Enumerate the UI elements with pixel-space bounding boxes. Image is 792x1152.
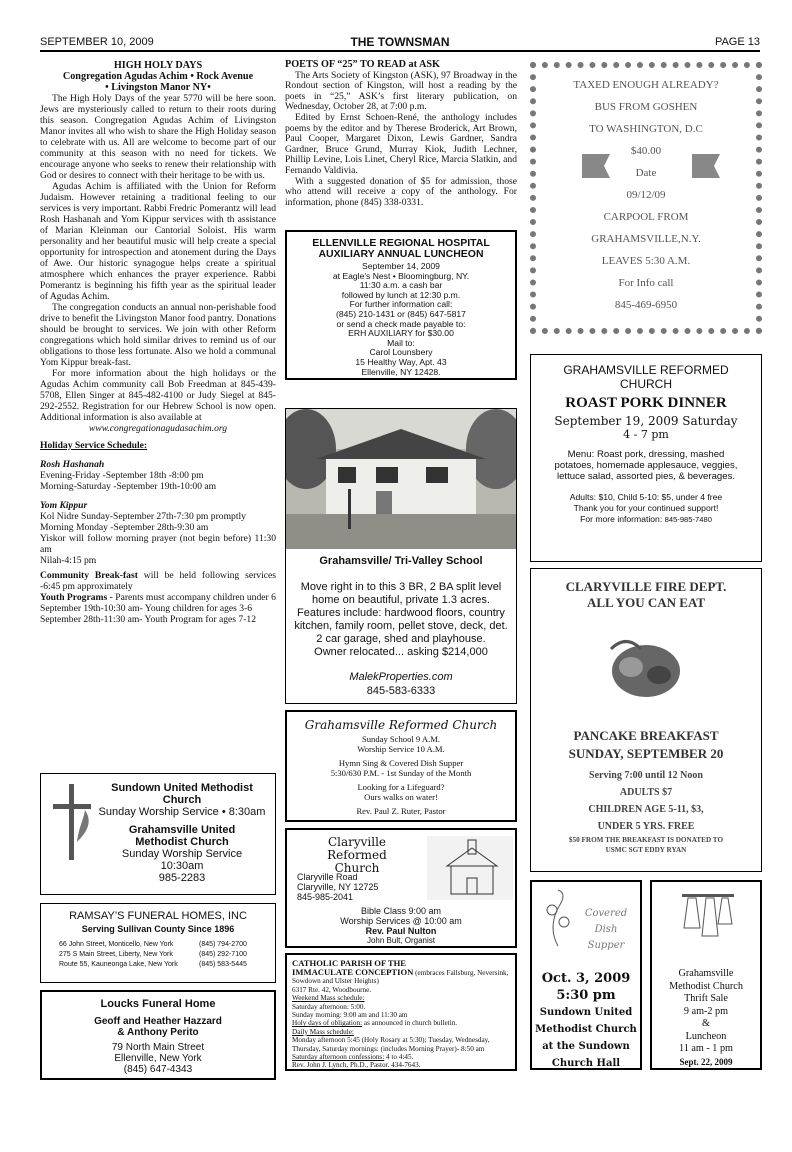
phone: 845-469-6950 (614, 299, 678, 311)
schedule-line: Kol Nidre Sunday-September 27th-7:30 pm promptly (40, 511, 246, 522)
thanks: Thank you for your continued support! (573, 503, 719, 513)
youth-text: Parents must accompany children under 6 (115, 592, 276, 603)
website[interactable]: MalekProperties.com (349, 671, 453, 683)
fire-dept-breakfast-ad (530, 568, 762, 872)
schedule-line: September 28th-11:30 am- Youth Program for ages 7-12 (40, 614, 257, 625)
confession-heading: Saturday afternoon confessions: (292, 1053, 385, 1062)
loucks-funeral-ad (40, 990, 276, 1080)
phone: (845) 210-1431 or (845) 647-5817 (336, 308, 466, 319)
phone: 845-583-6333 (366, 685, 436, 697)
covered-dish-ad (530, 880, 642, 1070)
schedule-heading: Holiday Service Schedule: (40, 440, 148, 451)
donation-note: $50 FROM THE BREAKFAST IS DONATED TO (568, 836, 724, 844)
event-line: ERH AUXILIARY for $30.00 (348, 328, 454, 339)
event-time: Serving 7:00 until 12 Noon (589, 770, 703, 781)
confession-text: 4 to 4:45. (384, 1053, 414, 1062)
event-time: 4 - 7 pm (623, 428, 669, 441)
event-date: 09/12/09 (626, 189, 666, 201)
address: 275 S Main Street, Liberty, New York (59, 951, 173, 958)
methodist-church-ad (40, 773, 276, 895)
ad-line: TAXED ENOUGH ALREADY? (573, 79, 719, 91)
schedule-line: September 19th-10:30 am- Young children for ages 3-6 (40, 603, 253, 614)
header-date: SEPTEMBER 10, 2009 (40, 36, 154, 48)
church-name: Grahamsville (678, 968, 734, 979)
description: kitchen, family room, pellet stove, deck, det. (294, 620, 508, 632)
paragraph: The High Holy Days of the year 5770 will be here soon. Jews are mysteriously called to return to their roots during this season. Congregation Agudas Achim of Livingston Manor invites all who wish to share the High Holiday season to celebrate with us. All are welcome to become part of our community at this season with no need for tickets. We encourage anyone who seeks to renew their relationship with God or desires to connect with their heritage to be with us. (40, 93, 276, 181)
parish-name: CATHOLIC PARISH OF THE (292, 958, 407, 968)
price-line: CHILDREN AGE 5-11, $3, (588, 804, 704, 815)
event-line: Mail to: (387, 337, 415, 348)
city: Claryville, NY 12725 (297, 882, 379, 892)
phone: (845) 794-2700 (199, 941, 247, 948)
schedule-line: Evening-Friday -September 18th -8:00 pm (40, 470, 204, 481)
menu-line: Menu: Roast pork, dressing, mashed (567, 449, 725, 460)
youth-label: Youth Programs - (40, 592, 116, 603)
schedule-line: 5:30/630 P.M. - 1st Sunday of the Month (330, 768, 472, 778)
schedule-line: Worship Service 10 A.M. (357, 744, 445, 754)
price-line: ADULTS $7 (619, 787, 673, 798)
location-line: Sundown United (539, 1007, 633, 1018)
article-subtitle-2: • Livingston Manor NY• (105, 82, 211, 93)
menu-line: lettuce salad, assorted pies, & beverages. (556, 471, 736, 482)
church-name: Grahamsville United (128, 824, 236, 836)
location-line: Methodist Church (535, 1024, 637, 1035)
address: 15 Healthy Way, Apt. 43 (355, 356, 447, 367)
breakfast-text: will be held following services -6:45 pm approximately (40, 570, 276, 592)
event-date: September 19, 2009 Saturday (554, 414, 738, 428)
church-sketch (427, 836, 513, 900)
conjunction: & (702, 1018, 710, 1029)
clothing-rack-illustration (678, 888, 738, 964)
menu-line: potatoes, homemade applesauce, veggies, (554, 460, 738, 471)
header-title: THE TOWNSMAN (350, 35, 450, 49)
ad-line: TO WASHINGTON, D.C (589, 123, 703, 135)
info-label: For more information: (580, 514, 663, 524)
address: Route 55, Kauneonga Lake, New York (59, 961, 178, 968)
ad-title-3: Supper (587, 940, 625, 951)
holy-days-heading: Holy days of obligation: (292, 1019, 363, 1028)
event-line: 11:30 a.m. a cash bar (359, 280, 443, 291)
paragraph: Edited by Ernst Schoen-René, the anthology includes poems by the editor and by Therese Broderick, Art Brown, Paul Cooper, Margaret Dixon, Lewis Gardner, Sandra Gardner, Bruce Grund, Murray Kiok, Judith Lechner, Phillip Levine, Lois Linet, Cheryl Rice, Marcia Slatkin, and Fernando Valdivia. (285, 111, 517, 176)
description: 2 car garage, shed and playhouse. (316, 633, 486, 645)
ad-line: BUS FROM GOSHEN (594, 101, 698, 113)
event-date: September 14, 2009 (362, 261, 440, 271)
poets-article (285, 60, 517, 208)
article-subtitle: Congregation Agudas Achim • Rock Avenue (62, 71, 254, 82)
claryville-reformed-ad (285, 828, 517, 948)
ad-title: Grahamsville/ Tri-Valley School (319, 555, 483, 567)
page-header (40, 36, 760, 52)
church-name-2: Church (334, 861, 380, 875)
organization: CLARYVILLE FIRE DEPT. (565, 579, 727, 594)
event-title: ROAST PORK DINNER (565, 395, 727, 411)
header-page: PAGE 13 (714, 36, 760, 48)
price-line: Adults: $10, Child 5-10: $5, under 4 free (569, 492, 723, 502)
event-time-2: 11 am - 1 pm (679, 1043, 733, 1054)
paragraph: The congregation conducts an annual non-perishable food drive to benefit the Livingston Manor food pantry. Donations should be brought to services. We join with other Reform congregations which hold similar drives to remind us of our obligations to those less fortunate. Also we hold a communal Yom Kippur break-fast. (40, 302, 276, 368)
ad-line: For Info call (618, 277, 674, 289)
schedule-line: Morning-Saturday -September 19th-10:00 am (40, 481, 217, 492)
description: Features include: hardwood floors, country (297, 607, 505, 619)
description: Owner relocated... asking $214,000 (314, 646, 488, 658)
phone: (845) 292-7100 (199, 951, 247, 958)
ad-line: CARPOOL FROM (603, 211, 689, 223)
roast-pork-ad (530, 354, 762, 562)
owners-2: & Anthony Perito (117, 1027, 199, 1038)
rosh-heading: Rosh Hashanah (40, 459, 105, 470)
event-location: at Eagle's Nest • Bloomingburg, NY. (332, 270, 470, 281)
tagline: Serving Sullivan County Since 1896 (81, 924, 235, 934)
holy-days-text: as announced in church bulletin. (362, 1019, 458, 1028)
address: 6317 Rte. 42, Woodbourne. (292, 985, 372, 994)
event-title-2: Luncheon (685, 1030, 727, 1042)
ad-title-2: Dish (594, 924, 618, 935)
address: Claryville Road (297, 872, 358, 882)
parish-area: (embraces Fallsburg, Neversink, Sowdown and Ulster Heights) (292, 969, 509, 986)
location-line: Church Hall (551, 1058, 621, 1069)
church-name: Claryville Reformed (327, 835, 387, 862)
real-estate-ad (285, 408, 517, 704)
flag-icon (688, 148, 724, 184)
event-title: PANCAKE BREAKFAST (573, 728, 719, 743)
schedule-line: Bible Class 9:00 am (360, 906, 442, 916)
service-time: Sunday Worship Service • 8:30am (98, 806, 266, 818)
schedule-line: Worship Services @ 10:00 am (340, 916, 462, 926)
ad-line: Date (635, 167, 657, 179)
slogan: Looking for a Lifeguard? (357, 782, 445, 792)
pastor: Rev. John J. Lynch, Ph.D., Pastor. 434-7643. (292, 1061, 421, 1070)
mass-time: Sunday morning: 9:00 am and 11:30 am (292, 1011, 408, 1020)
flag-icon (578, 148, 614, 184)
event-line: followed by lunch at 12:30 p.m. (341, 289, 461, 300)
schedule-line: Hymn Sing & Covered Dish Supper (338, 758, 464, 768)
business-name: Loucks Funeral Home (100, 998, 216, 1010)
ramsay-funeral-ad (40, 903, 276, 983)
article-title: POETS OF “25” TO READ at ASK (285, 59, 440, 70)
paragraph: For more information about the high holidays or the Agudas Achim community call Bob Freedman at 845-439-5708, Ellen Singer at 845-482-4100 or Judy Siegel at 845-292-2552. Registration for our Hebrew School is now open. Additional information is also available at (40, 368, 276, 423)
schedule-line: Sunday School 9 A.M. (361, 734, 441, 744)
owners: Geoff and Heather Hazzard (94, 1016, 222, 1027)
schedule-line: Morning Monday -September 28th-9:30 am (40, 522, 209, 533)
daily-text: Monday afternoon 5:45 (Holy Rosary at 5:30); Tuesday, Wednesday, Thursday, Saturday mornings: (includes Morning Prayer)- 8:50 am (292, 1036, 490, 1053)
church-name-2: CHURCH (620, 377, 672, 391)
pastor: Rev. Paul Z. Ruter, Pastor (356, 806, 446, 816)
phone: (845) 583-5445 (199, 961, 247, 968)
church-name-2: Methodist Church (135, 836, 229, 848)
phone: 845-985-7480 (664, 515, 712, 524)
slogan: Ours walks on water! (364, 792, 438, 802)
ad-title: Covered (584, 908, 628, 919)
location-line: at the Sundown (542, 1041, 630, 1052)
phone: 845-985-2041 (297, 892, 354, 902)
house-photo (286, 409, 516, 549)
church-name: GRAHAMSVILLE REFORMED (563, 363, 729, 377)
article-title: HIGH HOLY DAYS (113, 60, 203, 71)
event-date: Sept. 22, 2009 (679, 1056, 733, 1067)
church-name-2: Church (162, 794, 202, 806)
thrift-sale-ad (650, 880, 762, 1070)
high-holy-days-article (40, 60, 276, 625)
breakfast-label: Community Break-fast (40, 570, 138, 581)
event-time: 9 am-2 pm (683, 1005, 729, 1017)
address: 79 North Main Street (111, 1042, 205, 1053)
city: Ellenville, NY 12428. (361, 366, 441, 377)
church-name-2: Methodist Church (669, 980, 743, 992)
event-date: SUNDAY, SEPTEMBER 20 (568, 746, 724, 761)
event-title: Thrift Sale (684, 993, 728, 1004)
event-line: or send a check made payable to: (336, 318, 466, 329)
description: home on beautiful, private 1.3 acres. (312, 594, 490, 606)
phone: (845) 647-4343 (123, 1064, 193, 1075)
mass-time: Saturday afternoon: 5:00. (292, 1002, 366, 1011)
phone: 985-2283 (158, 872, 206, 884)
hospital-luncheon-ad (285, 230, 517, 380)
grahamsville-reformed-ad (285, 710, 517, 822)
organist: John Bult, Organist (366, 936, 436, 945)
event-time: 5:30 pm (556, 988, 616, 1003)
ad-title: ELLENVILLE REGIONAL HOSPITAL (312, 237, 490, 249)
business-name: RAMSAY’S FUNERAL HOMES, INC (69, 910, 247, 922)
schedule-line: Nilah-4:15 pm (40, 555, 97, 566)
yom-heading: Yom Kippur (40, 500, 88, 511)
ad-title-2: AUXILIARY ANNUAL LUNCHEON (318, 248, 484, 260)
cross-flame-icon (47, 782, 97, 862)
event-date: Oct. 3, 2009 (541, 971, 631, 986)
daily-heading: Daily Mass schedule: (292, 1027, 354, 1036)
taxed-bus-ad (530, 62, 762, 334)
contact-name: Carol Lounsbery (369, 347, 433, 358)
church-name: Grahamsville Reformed Church (304, 718, 498, 732)
price-line: UNDER 5 YRS. FREE (597, 821, 695, 832)
schedule-line: Yiskor will follow morning prayer (not begin before) 11:30 am (40, 533, 276, 555)
paragraph: With a suggested donation of $5 for admission, those who attend will receive a copy of the anthology. For information, phone (845) 338-0331. (285, 175, 517, 208)
weekend-heading: Weekend Mass schedule: (292, 994, 365, 1003)
service-time: 10:30am (160, 860, 204, 872)
price: $40.00 (630, 145, 662, 157)
donation-note-2: USMC SGT EDDY RYAN (605, 846, 687, 854)
website-link[interactable]: www.congregationagudasachim.org (88, 423, 228, 434)
event-tagline: ALL YOU CAN EAT (586, 595, 706, 610)
harvest-illustration (601, 629, 691, 709)
description: Move right in to this 3 BR, 2 BA split level (300, 581, 502, 593)
service-label: Sunday Worship Service (121, 848, 243, 860)
city: Ellenville, New York (114, 1053, 202, 1064)
address: 66 John Street, Monticello, New York (59, 941, 174, 948)
event-line: For further information call: (349, 299, 453, 310)
catholic-parish-ad (285, 953, 517, 1071)
ad-line: GRAHAMSVILLE,N.Y. (591, 233, 701, 245)
ad-line: LEAVES 5:30 A.M. (601, 255, 691, 267)
parish-name-2: IMMACULATE CONCEPTION (292, 967, 414, 977)
church-name: Sundown United Methodist (111, 782, 253, 794)
paragraph: The Arts Society of Kingston (ASK), 97 Broadway in the Rondout section of Kingston, will host a reading by the poets in “25,” ASK’s first literary publication, on Wednesday, October 28, at 7:00 p.m. (285, 69, 517, 113)
paragraph: Agudas Achim is affiliated with the Union for Reform Judaism. However retaining a traditional feeling to our services is very important. Rabbi Fredric Pomerantz will lead Rosh Hashanah and Yom Kippur services with th assistance of Marian Kleinman our Cantorial Soloist. His warm personality and her beautiful music will help create a special opportunity for introspection and atonement during the Days of Awe. Our historic synagogue helps create a spiritual atmosphere which enhances the prayer experience. Rabbi Pomerantz is beginning his fifth year as the spiritual leader of Agudas Achim. (40, 181, 276, 302)
pastor: Rev. Paul Nulton (365, 926, 437, 936)
